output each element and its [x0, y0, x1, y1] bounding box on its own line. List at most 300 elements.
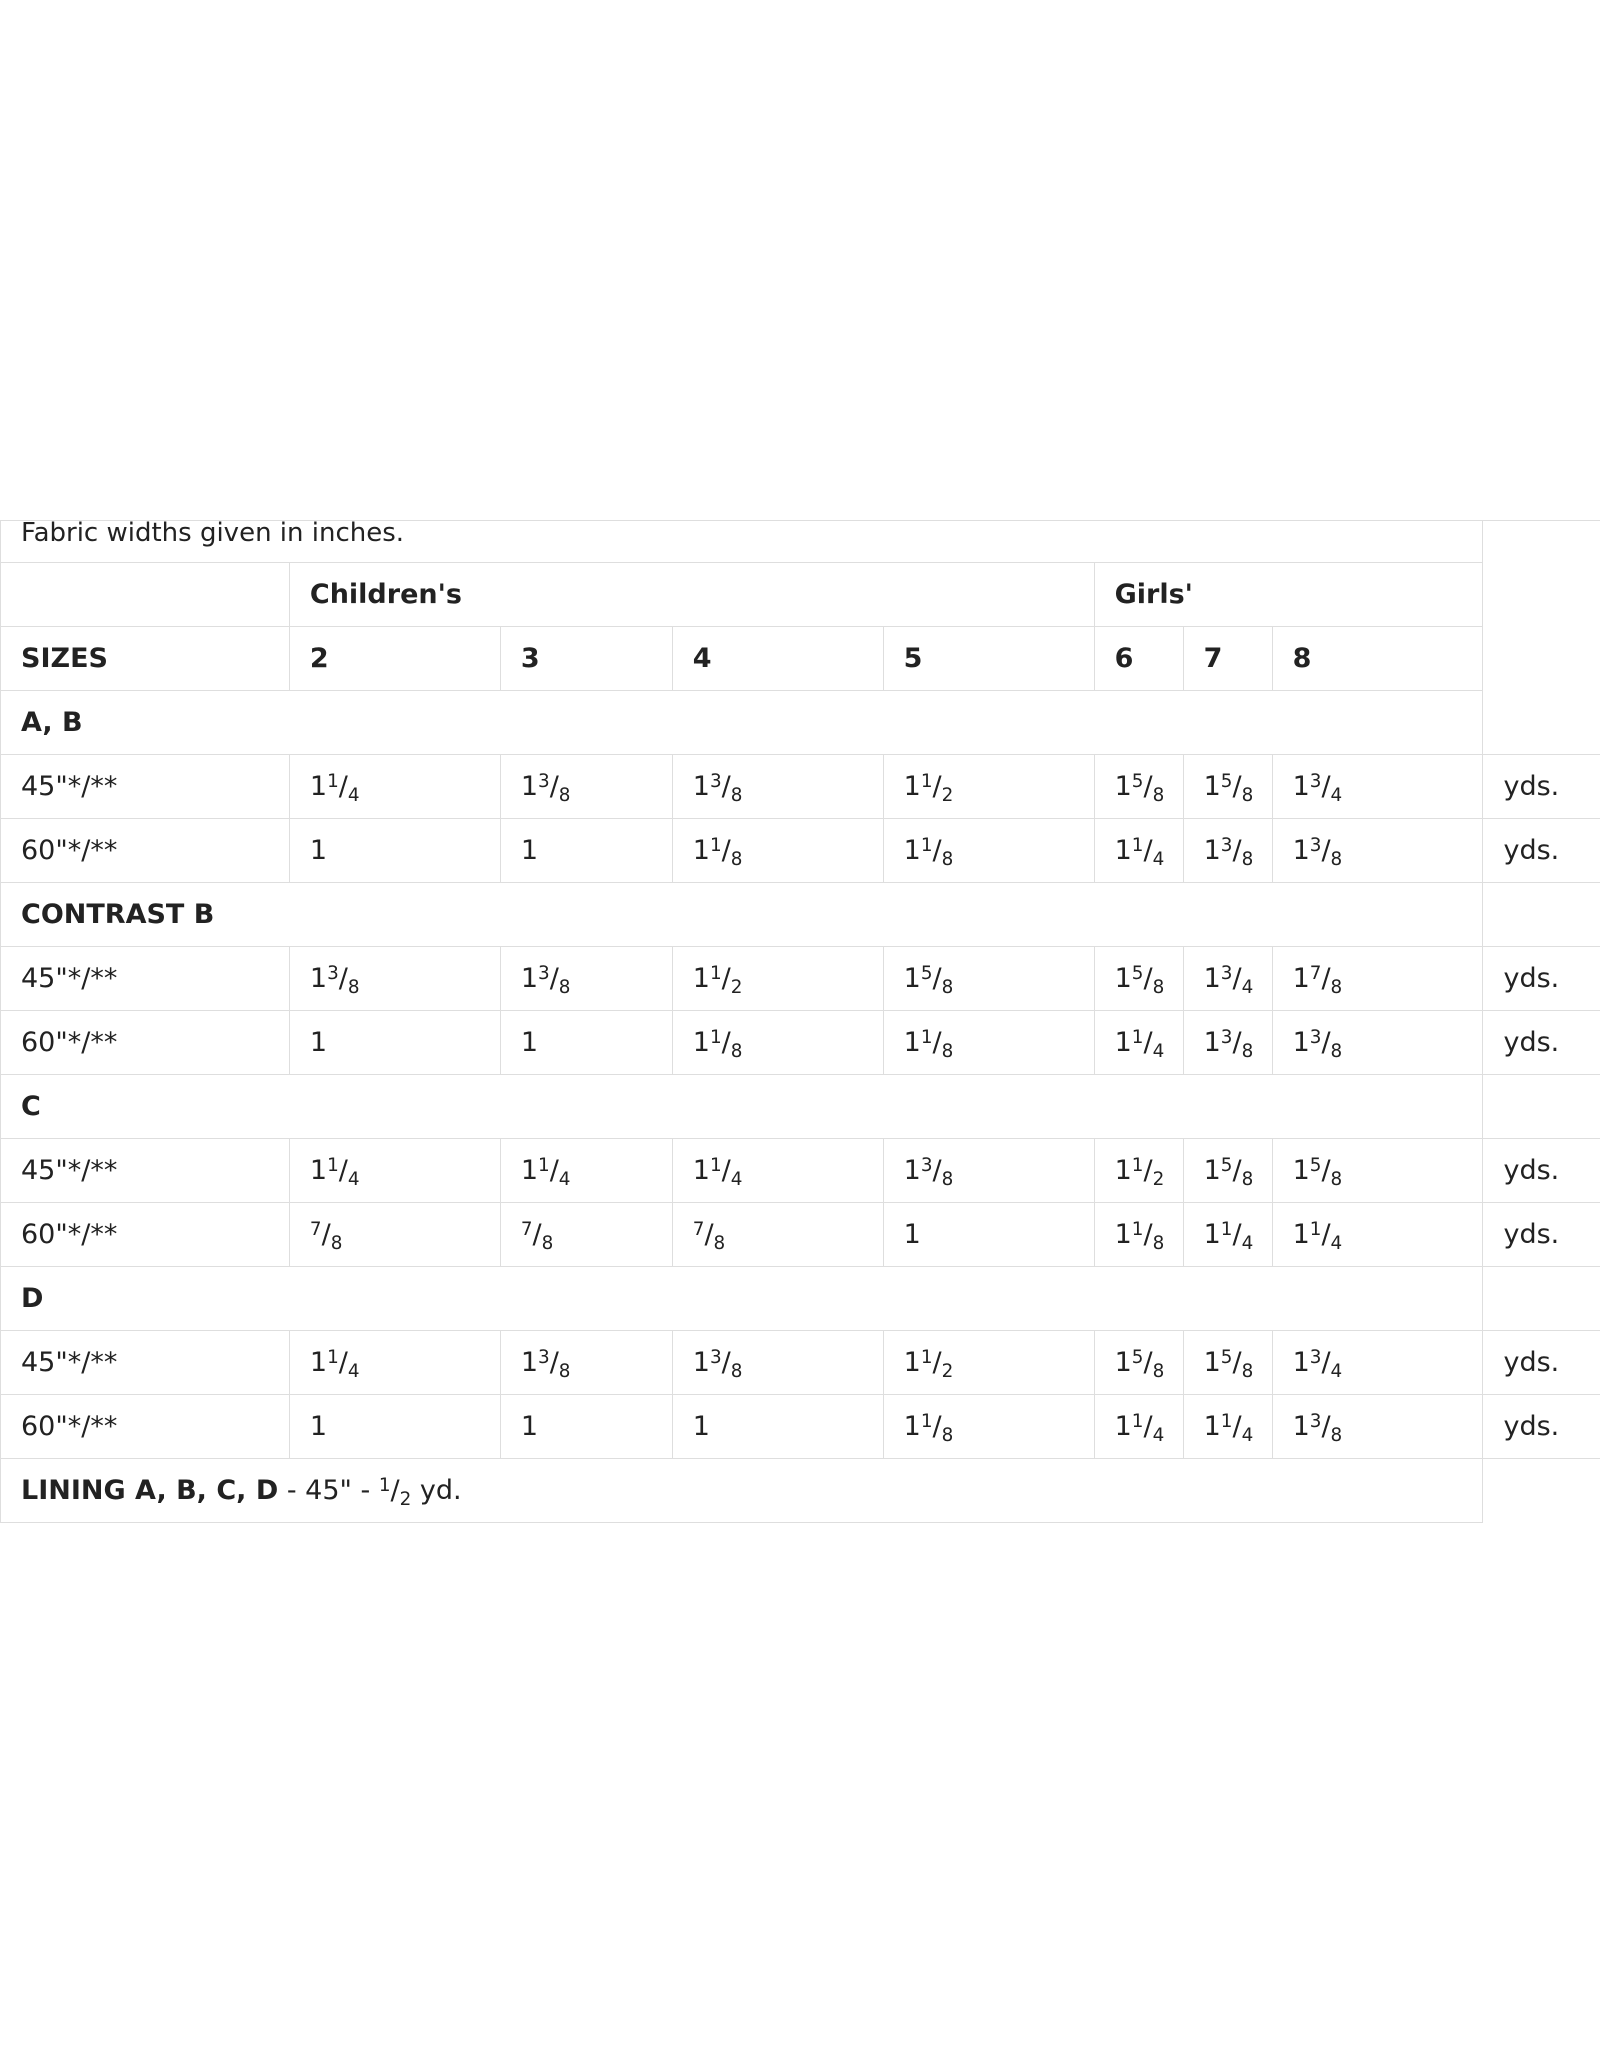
- yardage-cell: [1183, 1203, 1272, 1267]
- whole-number: 1: [309, 1347, 328, 1378]
- section-label: C: [1, 1075, 1483, 1139]
- whole-number: 1: [309, 771, 328, 802]
- denominator: 4: [1241, 976, 1254, 998]
- numerator: 1: [378, 1474, 391, 1496]
- denominator: 8: [1152, 976, 1165, 998]
- denominator: 8: [1152, 784, 1165, 806]
- whole-number: 1: [692, 1411, 710, 1442]
- yardage-value: $1^1/_2$: [903, 1346, 954, 1382]
- denominator: 8: [1330, 1040, 1343, 1062]
- yardage-value: $1^1/_8$: [903, 1410, 954, 1446]
- yardage-cell: [500, 1395, 672, 1459]
- yardage-value: $1^3/_8$: [1292, 834, 1343, 870]
- group-childrens: Children's: [289, 563, 1094, 627]
- whole-number: 1: [1114, 1155, 1132, 1186]
- yardage-value: $1^5/_8$: [1203, 1154, 1254, 1190]
- section-header-row: [1, 691, 1600, 755]
- numerator: 3: [538, 770, 550, 792]
- yardage-value: $1^5/_8$: [1203, 1346, 1254, 1382]
- denominator: 8: [347, 976, 360, 998]
- denominator: 8: [1152, 1232, 1165, 1254]
- yardage-value: [310, 1027, 327, 1058]
- yardage-cell: [1094, 1331, 1183, 1395]
- section-header-row: [1, 1075, 1600, 1139]
- yardage-value: [310, 835, 327, 866]
- whole-number: 1: [1203, 1411, 1221, 1442]
- numerator: 1: [709, 1154, 722, 1176]
- numerator: 5: [1220, 770, 1233, 792]
- yardage-cell: [1272, 1203, 1483, 1267]
- yardage-cell: [500, 1331, 672, 1395]
- yardage-value: $1^5/_8$: [1114, 770, 1165, 806]
- numerator: 3: [1220, 962, 1233, 984]
- unit-label: yds.: [1483, 755, 1600, 819]
- yardage-cell: [883, 1331, 1094, 1395]
- denominator: 4: [730, 1168, 743, 1190]
- whole-number: 1: [903, 771, 921, 802]
- whole-number: 1: [309, 1411, 328, 1442]
- denominator: 8: [1241, 1360, 1254, 1382]
- yardage-value: $1^3/_8$: [520, 770, 571, 806]
- whole-number: 1: [903, 1219, 921, 1250]
- table-row: [1, 1011, 1600, 1075]
- yardage-value: $1^5/_8$: [1114, 962, 1165, 998]
- section-label: D: [1, 1267, 1483, 1331]
- whole-number: 1: [1292, 771, 1310, 802]
- denominator: 4: [1241, 1424, 1254, 1446]
- yardage-cell: [883, 755, 1094, 819]
- yardage-value: $1^1/_2$: [1114, 1154, 1165, 1190]
- section-label: CONTRAST B: [1, 883, 1483, 947]
- numerator: 1: [920, 834, 933, 856]
- denominator: 8: [558, 1360, 571, 1382]
- yardage-value: $1^1/_4$: [309, 1154, 360, 1190]
- whole-number: 1: [1203, 1027, 1221, 1058]
- yardage-value: $1^3/_8$: [692, 770, 743, 806]
- yardage-cell: [672, 1203, 883, 1267]
- blank-cell: [1483, 563, 1600, 627]
- whole-number: 1: [1292, 1219, 1310, 1250]
- yardage-value: $1^5/_8$: [1114, 1346, 1165, 1382]
- yardage-cell: [672, 947, 883, 1011]
- yardage-cell: [500, 1139, 672, 1203]
- yardage-cell: [883, 819, 1094, 883]
- yardage-cell: [289, 819, 500, 883]
- yardage-cell: [289, 755, 500, 819]
- numerator: 1: [1131, 1218, 1144, 1240]
- yardage-cell: [1094, 1395, 1183, 1459]
- yardage-table: [0, 520, 1600, 1523]
- denominator: 4: [347, 1168, 360, 1190]
- size-header: 7: [1183, 627, 1272, 691]
- yardage-cell: [289, 1139, 500, 1203]
- numerator: 3: [327, 962, 339, 984]
- yardage-value: $1^5/_8$: [1292, 1154, 1343, 1190]
- numerator: 5: [1131, 770, 1144, 792]
- denominator: 8: [1330, 976, 1343, 998]
- whole-number: 1: [1292, 835, 1310, 866]
- numerator: 5: [1220, 1154, 1233, 1176]
- denominator: 8: [941, 1424, 954, 1446]
- denominator: 8: [1241, 1040, 1254, 1062]
- yardage-cell: [1094, 1011, 1183, 1075]
- whole-number: 1: [520, 1027, 538, 1058]
- numerator: 3: [1220, 1026, 1233, 1048]
- numerator: 3: [1309, 1410, 1322, 1432]
- numerator: 3: [1309, 770, 1322, 792]
- unit-label: yds.: [1483, 947, 1600, 1011]
- numerator: 3: [709, 1346, 722, 1368]
- size-header: 4: [672, 627, 883, 691]
- numerator: 1: [920, 1346, 933, 1368]
- yardage-cell: [1183, 1139, 1272, 1203]
- denominator: 8: [1152, 1360, 1165, 1382]
- size-header: 5: [883, 627, 1094, 691]
- yardage-value: $1^5/_8$: [1203, 770, 1254, 806]
- numerator: 3: [1309, 1346, 1322, 1368]
- section-header-row: [1, 1267, 1600, 1331]
- lining-unit: yd.: [411, 1475, 462, 1506]
- numerator: 7: [520, 1218, 533, 1240]
- denominator: 8: [730, 848, 743, 870]
- sizes-row: [1, 627, 1600, 691]
- denominator: 4: [558, 1168, 571, 1190]
- whole-number: 1: [520, 771, 538, 802]
- numerator: 3: [1309, 834, 1322, 856]
- yardage-cell: [1272, 1139, 1483, 1203]
- yardage-value: $1^3/_8$: [309, 962, 360, 998]
- whole-number: 1: [903, 1027, 921, 1058]
- yardage-value: [521, 1411, 538, 1442]
- whole-number: 1: [1203, 835, 1221, 866]
- yardage-cell: [1272, 755, 1483, 819]
- unit-label: yds.: [1483, 1139, 1600, 1203]
- yardage-value: $^1/_2$: [378, 1474, 412, 1510]
- yardage-value: $1^3/_8$: [1203, 1026, 1254, 1062]
- yardage-cell: [883, 947, 1094, 1011]
- unit-label: yds.: [1483, 1203, 1600, 1267]
- yardage-cell: [1183, 755, 1272, 819]
- whole-number: 1: [520, 1347, 538, 1378]
- yardage-cell: [672, 1395, 883, 1459]
- whole-number: 1: [1292, 1411, 1310, 1442]
- numerator: 5: [920, 962, 933, 984]
- numerator: 3: [538, 1346, 550, 1368]
- yardage-value: $1^7/_8$: [1292, 962, 1343, 998]
- denominator: 4: [1152, 1040, 1165, 1062]
- denominator: 8: [330, 1232, 343, 1254]
- yardage-value: $1^5/_8$: [903, 962, 954, 998]
- numerator: 3: [709, 770, 722, 792]
- yardage-cell: [500, 1203, 672, 1267]
- numerator: 1: [327, 770, 339, 792]
- whole-number: 1: [1292, 1347, 1310, 1378]
- yardage-cell: [1183, 1331, 1272, 1395]
- fabric-width-label: 60"*/**: [1, 819, 290, 883]
- yardage-cell: [1183, 819, 1272, 883]
- yardage-cell: [500, 755, 672, 819]
- unit-label: yds.: [1483, 1011, 1600, 1075]
- numerator: 3: [1220, 834, 1233, 856]
- fabric-width-label: 45"*/**: [1, 755, 290, 819]
- numerator: 1: [1309, 1218, 1322, 1240]
- unit-label: yds.: [1483, 1331, 1600, 1395]
- numerator: 5: [1220, 1346, 1233, 1368]
- table-row: [1, 1395, 1600, 1459]
- fabric-width-label: 45"*/**: [1, 1331, 290, 1395]
- yardage-cell: [672, 1011, 883, 1075]
- denominator: 8: [730, 1040, 743, 1062]
- table-row: [1, 947, 1600, 1011]
- numerator: 3: [920, 1154, 933, 1176]
- whole-number: 1: [1203, 963, 1221, 994]
- denominator: 2: [399, 1488, 412, 1510]
- denominator: 2: [941, 784, 954, 806]
- whole-number: 1: [692, 771, 710, 802]
- denominator: 8: [730, 1360, 743, 1382]
- fabric-width-label: 45"*/**: [1, 1139, 290, 1203]
- yardage-value: $1^1/_4$: [1203, 1218, 1254, 1254]
- whole-number: 1: [903, 963, 921, 994]
- denominator: 8: [1330, 1168, 1343, 1190]
- whole-number: 1: [309, 1155, 328, 1186]
- yardage-value: $1^1/_4$: [1114, 1410, 1165, 1446]
- yardage-value: [904, 1219, 921, 1250]
- whole-number: 1: [692, 963, 710, 994]
- numerator: 7: [1309, 962, 1322, 984]
- yardage-value: $1^3/_8$: [1292, 1410, 1343, 1446]
- yardage-value: $1^1/_8$: [1114, 1218, 1165, 1254]
- yardage-value: $1^1/_4$: [1114, 1026, 1165, 1062]
- yardage-cell: [1183, 1011, 1272, 1075]
- yardage-value: [693, 1411, 710, 1442]
- yardage-value: $1^3/_8$: [903, 1154, 954, 1190]
- yardage-cell: [289, 947, 500, 1011]
- yardage-cell: [1094, 819, 1183, 883]
- numerator: 1: [1131, 834, 1144, 856]
- yardage-cell: [1094, 1139, 1183, 1203]
- denominator: 8: [1241, 1168, 1254, 1190]
- yardage-value: $1^3/_4$: [1292, 770, 1343, 806]
- whole-number: 1: [309, 963, 328, 994]
- yardage-value: $1^3/_4$: [1203, 962, 1254, 998]
- blank-cell: [1483, 1459, 1600, 1523]
- whole-number: 1: [1292, 1155, 1310, 1186]
- lining-row: [1, 1459, 1600, 1523]
- denominator: 8: [941, 1040, 954, 1062]
- table-row: [1, 819, 1600, 883]
- table-row: [1, 1139, 1600, 1203]
- lining-label: LINING A, B, C, D: [21, 1475, 279, 1506]
- denominator: 8: [1330, 1424, 1343, 1446]
- fabric-width-label: 60"*/**: [1, 1395, 290, 1459]
- denominator: 4: [1152, 1424, 1165, 1446]
- yardage-value: $1^1/_4$: [1203, 1410, 1254, 1446]
- yardage-cell: [1183, 947, 1272, 1011]
- whole-number: 1: [520, 835, 538, 866]
- numerator: 1: [538, 1154, 550, 1176]
- blank-cell: [1483, 521, 1600, 563]
- yardage-value: [521, 1027, 538, 1058]
- yardage-cell: [1272, 819, 1483, 883]
- denominator: 4: [347, 1360, 360, 1382]
- denominator: 8: [1241, 784, 1254, 806]
- whole-number: 1: [1114, 771, 1132, 802]
- fabric-width-label: 60"*/**: [1, 1011, 290, 1075]
- yardage-value: $1^1/_8$: [692, 1026, 743, 1062]
- denominator: 8: [941, 976, 954, 998]
- whole-number: 1: [692, 1347, 710, 1378]
- yardage-value: $1^3/_8$: [1203, 834, 1254, 870]
- numerator: 5: [1131, 1346, 1144, 1368]
- blank-cell: [1483, 883, 1600, 947]
- numerator: 5: [1309, 1154, 1322, 1176]
- whole-number: 1: [520, 1411, 538, 1442]
- yardage-cell: [289, 1395, 500, 1459]
- numerator: 1: [709, 1026, 722, 1048]
- whole-number: 1: [692, 1027, 710, 1058]
- yardage-value: $1^1/_4$: [309, 1346, 360, 1382]
- yardage-cell: [883, 1011, 1094, 1075]
- whole-number: 1: [1203, 771, 1221, 802]
- whole-number: 1: [1114, 1347, 1132, 1378]
- denominator: 4: [1330, 1232, 1343, 1254]
- yardage-value: $1^1/_4$: [1292, 1218, 1343, 1254]
- blank-cell: [1483, 691, 1600, 755]
- denominator: 2: [941, 1360, 954, 1382]
- fabric-width-label: 45"*/**: [1, 947, 290, 1011]
- yardage-cell: [883, 1395, 1094, 1459]
- yardage-cell: [672, 1139, 883, 1203]
- size-header: 8: [1272, 627, 1483, 691]
- yardage-cell: [1094, 1203, 1183, 1267]
- denominator: 8: [730, 784, 743, 806]
- numerator: 1: [920, 1026, 933, 1048]
- denominator: 4: [1152, 848, 1165, 870]
- empty-header-cell: [1, 563, 290, 627]
- numerator: 3: [538, 962, 550, 984]
- yardage-value: $1^1/_8$: [903, 1026, 954, 1062]
- numerator: 1: [709, 834, 722, 856]
- numerator: 1: [1220, 1410, 1233, 1432]
- group-header-row: [1, 563, 1600, 627]
- whole-number: 1: [903, 835, 921, 866]
- numerator: 1: [327, 1154, 339, 1176]
- numerator: 1: [920, 1410, 933, 1432]
- size-header: 3: [500, 627, 672, 691]
- yardage-cell: [500, 947, 672, 1011]
- whole-number: 1: [1114, 1219, 1132, 1250]
- yardage-cell: [289, 1011, 500, 1075]
- yardage-cell: [1094, 947, 1183, 1011]
- yardage-value: $1^1/_2$: [692, 962, 743, 998]
- blank-cell: [1483, 1075, 1600, 1139]
- yardage-cell: [1272, 1011, 1483, 1075]
- yardage-value: $1^1/_8$: [903, 834, 954, 870]
- yardage-value: $1^1/_4$: [520, 1154, 571, 1190]
- yardage-value: $1^1/_4$: [1114, 834, 1165, 870]
- section-label: A, B: [1, 691, 1483, 755]
- section-header-row: [1, 883, 1600, 947]
- numerator: 1: [1131, 1154, 1144, 1176]
- size-header: 6: [1094, 627, 1183, 691]
- denominator: 4: [1330, 784, 1343, 806]
- denominator: 8: [941, 848, 954, 870]
- yardage-value: $^7/_8$: [520, 1218, 554, 1254]
- yardage-value: $1^3/_8$: [692, 1346, 743, 1382]
- whole-number: 1: [1203, 1219, 1221, 1250]
- numerator: 1: [1220, 1218, 1233, 1240]
- whole-number: 1: [692, 1155, 710, 1186]
- yardage-value: $1^1/_8$: [692, 834, 743, 870]
- yardage-value: $^7/_8$: [309, 1218, 343, 1254]
- yardage-cell: [1183, 1395, 1272, 1459]
- whole-number: 1: [903, 1411, 921, 1442]
- table-row: [1, 1203, 1600, 1267]
- yardage-cell: [672, 819, 883, 883]
- denominator: 8: [541, 1232, 554, 1254]
- yardage-value: $1^1/_2$: [903, 770, 954, 806]
- whole-number: 1: [1114, 963, 1132, 994]
- yardage-cell: [500, 819, 672, 883]
- numerator: 5: [1131, 962, 1144, 984]
- whole-number: 1: [903, 1347, 921, 1378]
- yardage-cell: [672, 755, 883, 819]
- table-row: [1, 1331, 1600, 1395]
- yardage-cell: [883, 1203, 1094, 1267]
- yardage-cell: [1272, 1395, 1483, 1459]
- whole-number: 1: [520, 1155, 538, 1186]
- yardage-value: $1^1/_4$: [309, 770, 360, 806]
- numerator: 1: [1131, 1026, 1144, 1048]
- yardage-cell: [1094, 755, 1183, 819]
- whole-number: 1: [1292, 1027, 1310, 1058]
- yardage-cell: [672, 1331, 883, 1395]
- numerator: 1: [709, 962, 722, 984]
- yardage-value: $1^3/_8$: [520, 1346, 571, 1382]
- numerator: 7: [692, 1218, 705, 1240]
- whole-number: 1: [309, 1027, 328, 1058]
- whole-number: 1: [520, 963, 538, 994]
- fabric-width-note: Fabric widths given in inches.: [1, 521, 1483, 563]
- sizes-label: SIZES: [1, 627, 290, 691]
- yardage-value: $1^3/_8$: [520, 962, 571, 998]
- group-girls: Girls': [1094, 563, 1483, 627]
- denominator: 8: [558, 976, 571, 998]
- lining-cell: [1, 1459, 1483, 1523]
- whole-number: 1: [692, 835, 710, 866]
- yardage-value: [521, 835, 538, 866]
- fabric-width-label: 60"*/**: [1, 1203, 290, 1267]
- yardage-cell: [289, 1203, 500, 1267]
- whole-number: 1: [1114, 835, 1132, 866]
- yardage-value: [310, 1411, 327, 1442]
- lining-width: - 45" -: [278, 1475, 379, 1506]
- numerator: 1: [920, 770, 933, 792]
- denominator: 8: [713, 1232, 726, 1254]
- numerator: 1: [1131, 1410, 1144, 1432]
- yardage-cell: [500, 1011, 672, 1075]
- numerator: 3: [1309, 1026, 1322, 1048]
- whole-number: 1: [1114, 1027, 1132, 1058]
- denominator: 8: [1241, 848, 1254, 870]
- denominator: 8: [941, 1168, 954, 1190]
- numerator: 1: [327, 1346, 339, 1368]
- denominator: 4: [347, 784, 360, 806]
- yardage-cell: [1272, 1331, 1483, 1395]
- whole-number: 1: [903, 1155, 921, 1186]
- yardage-cell: [1272, 947, 1483, 1011]
